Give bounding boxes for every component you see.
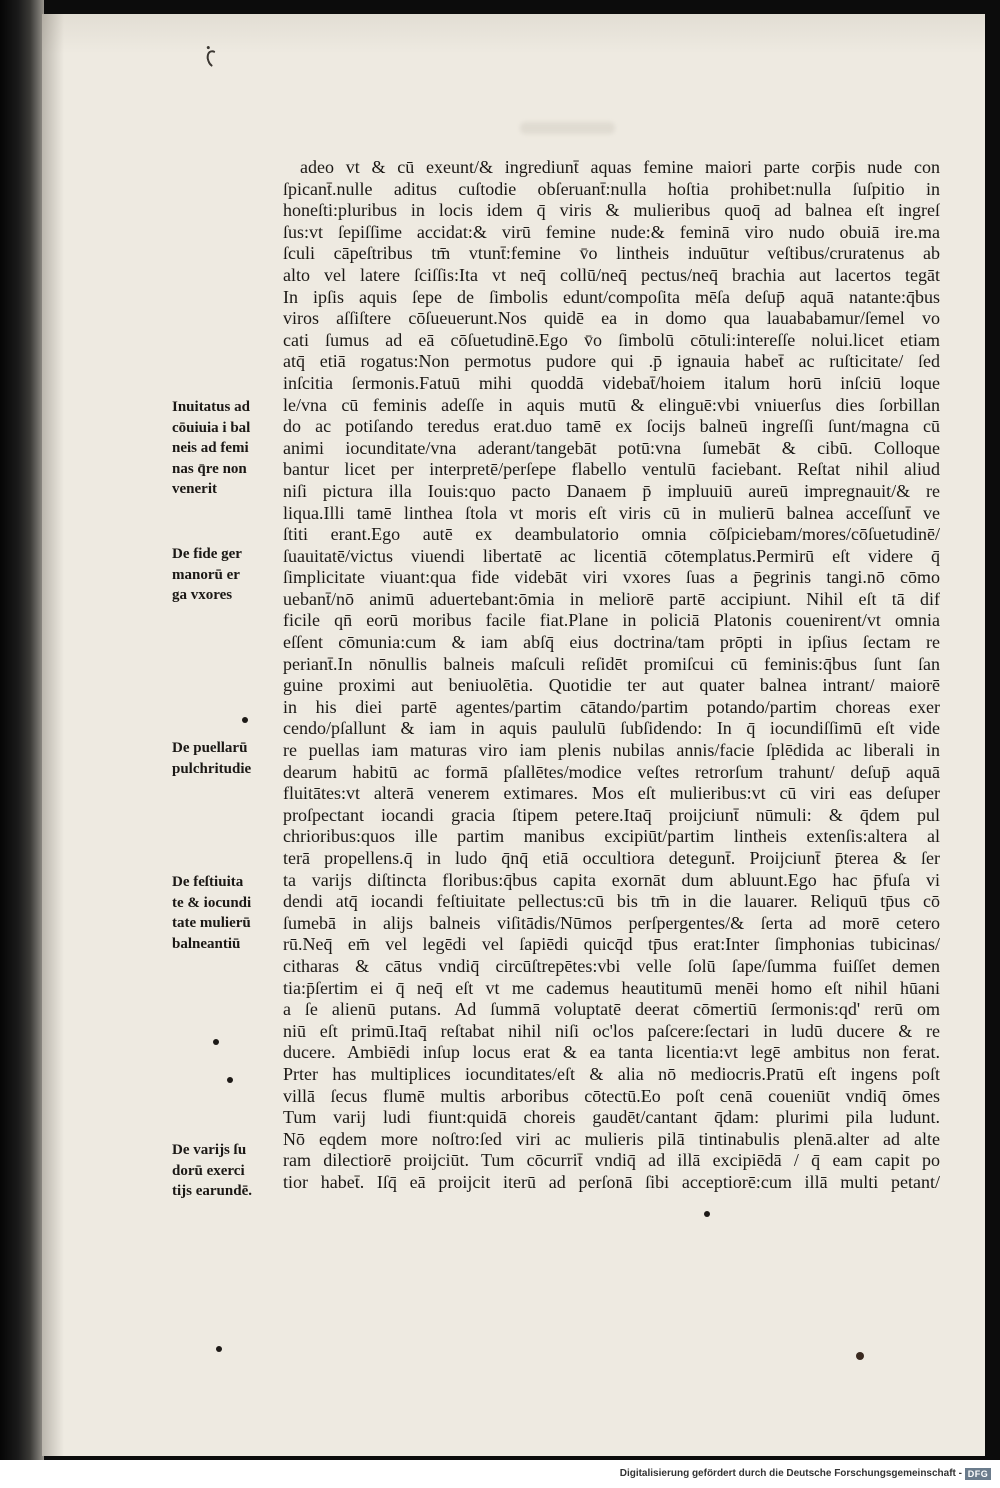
- text-line: cati ſumus ad eā cōſuetudinē.Ego v̄o ſimbolū cōtuli:intereſſe nolui.licet etiam: [283, 329, 940, 350]
- text-line: eſſent cōmunia:cum & iam abſq̄ eius doctrina/tam prōpti in ipſius ſectam re: [283, 632, 940, 653]
- ink-dot: [704, 1211, 710, 1217]
- text-line: tior habet̄. Iſq̄ eā proijcit iterū ad perſonā ſibi acceptiorē:cum illā multi petant/: [283, 1171, 940, 1192]
- text-line: cendo/pſallunt & iam in aquis paululū ſubſidendo: In q̄ iocundiſſimū eſt vide: [283, 718, 940, 739]
- marginal-note-line: te & iocundi: [172, 894, 252, 911]
- marginal-note-line: ga vxores: [172, 587, 233, 603]
- text-line: bantur licet per interpretē/perſepe flabello ventulū faciebant. Reſtat nihil aliud: [283, 459, 940, 480]
- ink-dot: [216, 1346, 222, 1352]
- marginal-note-line: pulchritudie: [172, 760, 252, 777]
- ink-dot: [227, 1077, 233, 1083]
- text-line: alto vel latere ſciſſis:Ita vt neq̄ collū/neq̄ pectus/neq̄ brachia aut lacertos tegāt: [283, 264, 940, 285]
- marginal-note-line: nas q̄re non: [172, 460, 247, 477]
- text-line: viros aſſiſtere cōſueuerunt.Nos quidē ea in domo qua lauababamur/ſemel vo: [283, 308, 940, 329]
- text-line: honeſti:pluribus in locis idem q̄ viris & mulieribus quoq̄ ad balnea eſt ingreſ: [283, 200, 940, 221]
- marginal-note-line: balneantiū: [172, 935, 241, 952]
- marginal-note-line: Inuitatus ad: [172, 399, 250, 415]
- text-line: atq̄ etiā rogatus:Non permotus pudore qui .p̄ ignauia habet̄ ac ruſticitate/ ſed: [283, 351, 940, 372]
- main-text-column: [283, 157, 940, 1194]
- text-line: ficile qn̄ eorū moribus facile fiat.Plane in policiā Platonis couenirent/vt omnia: [283, 610, 940, 631]
- digitization-footer: [0, 1460, 1000, 1488]
- text-line: Tum varij ludi fiunt:quidā choreis gaudēt/cantant q̄dam: plurimi pila ludunt.: [283, 1107, 940, 1128]
- text-line: ſimplicitate viuant:qua fide videbāt viri vxores ſuas a p̄egrinis tangi.nō cōmo: [283, 567, 940, 588]
- text-line: ſuauitatē/victus viuendi libertatē ac licentiā cōtemplatus.Permirū eſt videre q̄: [283, 545, 940, 566]
- text-line: rū.Neq̄ em̄ vel legēdi vel ſapiēdi quicq̄d tp̄us erat:Inter ſimphonias tubicinas/: [283, 934, 940, 955]
- text-line: villā ſecus flumē multis arboribus cōtectū.Eo poſt cenā coueniūt vndiq̄ ōmes: [283, 1085, 940, 1106]
- text-line: niſi pictura illa Iouis:quo pacto Danaem p̄ impluuiū aureū impregnauit/& re: [283, 480, 940, 501]
- text-line: ram dilectiorē proijciūt. Tum cōcurrit̄ vndiq̄ ad illā excipiēdā / q̄ eam capit po: [283, 1150, 940, 1171]
- text-line: Prter has multiplices iocunditates/eſt & alia nō mediocris.Pratū eſt ingens poſt: [283, 1063, 940, 1084]
- text-line: a ſe alienū putans. Ad ſummā voluptatē deerat cōmertiū ſermonis:qd' rerū om: [283, 999, 940, 1020]
- text-line: in his diei partē agentes/partim cātando/partim potando/partim choreas exer: [283, 696, 940, 717]
- text-line: In ipſis aquis ſepe de ſimbolis edunt/compoſita mēſa deſup̄ aquā natante:q̄bus: [283, 286, 940, 307]
- marginal-note-fide: [172, 544, 272, 606]
- text-line: inſcitia ſermonis.Fatuū mihi quoddā videbat̄/hoiem italum horū inſciū loque: [283, 372, 940, 393]
- text-line: le/vna cū feminis adeſſe in aquis mutū & elinguē:vbi vniuerſus dies ſorbillan: [283, 394, 940, 415]
- ink-dot: [213, 1039, 219, 1045]
- text-line: liqua.Illi tamē linthea ſtola vt moris eſt viris cū in mulierū balnea acceſſunt̄ ve: [283, 502, 940, 523]
- text-line: ſtiti erant.Ego autē ex deambulatorio omnia cōſpiciebam/mores/cōſuetudinē/: [283, 524, 940, 545]
- text-line: do ac potiſando teredus erat.duo tamē ex ſocijs balneū ingreſſi ſunt/magna cū: [283, 416, 940, 437]
- text-line: periant̄.In nōnullis balneis maſculi reſidēt promiſcui cū feminis:q̄bus ſunt ſan: [283, 653, 940, 674]
- marginal-note-varijs: [172, 1140, 272, 1202]
- text-line: proſpectant iocandi gracia ſtipem petere.Itaq̄ proijciunt̄ nūmuli: & q̄dem pul: [283, 804, 940, 825]
- text-line: uebant̄/nō animū aduertebant:ōmia in meliorē partē accipiunt. Nihil eſt tā dif: [283, 588, 940, 609]
- marginal-note-puellarum: [172, 738, 272, 779]
- marginal-note-line: venerit: [172, 481, 217, 497]
- marginal-note-line: cōuiuia i bal: [172, 419, 251, 436]
- marginal-note-festiuitate: [172, 872, 272, 954]
- marginal-note-line: De fide ger: [172, 546, 242, 562]
- text-line: tia:p̄ſertim ei q̄ neq̄ eſt vt me cademus heautitumū menēi homo eſt nihil hūani: [283, 977, 940, 998]
- footer-credit-text: Digitalisierung gefördert durch die Deutsche Forschungsgemeinschaft -: [619, 1468, 962, 1479]
- text-line: guine proximi aut beniuolētia. Quotidie ter aut quater balnea intrant/ maiorē: [283, 675, 940, 696]
- marginal-note-line: manorū er: [172, 566, 240, 583]
- text-line: re puellas iam maturas viro iam plenis nubilas annis/facie ſplēdida ac liberali in: [283, 740, 940, 761]
- text-line: chrioribus:quos ille partim manibus excipiūt/partim lintheis extenſis:altera al: [283, 826, 940, 847]
- marginal-note-line: dorū exerci: [172, 1162, 245, 1179]
- text-line: Nō eqdem more noſtro:ſed viri ac mulieris pilā tintinabulis plenā.alter ad alte: [283, 1128, 940, 1149]
- text-line: ſculi cāpeſtribus tm̄ vtunt̄:femine v̄o lintheis induūtur veſtibus/cruratenus ab: [283, 243, 940, 264]
- marginal-note-invitation: [172, 397, 272, 500]
- text-line: niū eſt primū.Itaq̄ reſtabat nihil niſi oc'los paſcere:ſectari in ludū ducere & re: [283, 1020, 940, 1041]
- marginal-note-line: De puellarū: [172, 740, 248, 756]
- marginal-note-line: neis ad femi: [172, 440, 249, 456]
- text-line: ta varijs diſtincta floribus:q̄bus capita exornāt dum abluunt.Ego hac p̄fuſa vi: [283, 869, 940, 890]
- text-line: ſumebā in alijs balneis viſitādis/Nūmos perſpergentes/& ſerta ad morē cetero: [283, 912, 940, 933]
- text-line: terā propellens.q̄ in ludo q̄nq̄ etiā occultiora detegunt̄. Proijciunt̄ p̄terea & ſer: [283, 848, 940, 868]
- marginal-note-line: tate mulierū: [172, 915, 251, 931]
- text-line: ſus:vt ſepiſſime accidat:& virū femine nude:& feminā viro nudo obuiā ire.ma: [283, 221, 940, 242]
- marginal-note-line: De feſtiuita: [172, 874, 244, 890]
- faded-running-head: [520, 122, 615, 134]
- text-line: fluitātes:vt alterā venerem extimares. Mos eſt mulieribus:vt cū viri eas deſuper: [283, 783, 940, 804]
- text-line: citharas & cātus vndiq̄ circūſtrepētes:vbi velle ſolū ſape/ſumma fuiſſet demen: [283, 955, 940, 976]
- marginal-note-line: De varijs ſu: [172, 1142, 247, 1158]
- dfg-logo: DFG: [965, 1468, 991, 1480]
- text-line: adeo vt & cū exeunt/& ingrediunt̄ aquas femine maiori parte corp̄is nude con: [300, 157, 940, 177]
- marginal-note-line: tijs earundē.: [172, 1183, 252, 1199]
- ink-dot: [242, 717, 248, 723]
- text-line: dearum habitū ac formā pſallētes/modice veſtes retrorſum trahunt/ deſup̄ aquā: [283, 761, 940, 782]
- text-line: animi iocunditate/vna aderant/tangebāt potū:vna ſumebāt & cibū. Colloque: [283, 437, 940, 458]
- text-line: dendi atq̄ iocandi feſtiuitate pellectus:cū bis tm̄ in die lauarer. Reliquū tp̄us cō: [283, 891, 940, 912]
- ink-dot: [856, 1352, 864, 1360]
- text-line: ſpicant̄.nulle aditus cuſtodie obſeruant̄:nulla hoſtia prohibet:nulla ſuſpitio in: [283, 178, 940, 199]
- text-line: ducere. Ambiēdi inſup locus erat & ea tanta licentia:vt legē ambitus non ferat.: [283, 1042, 940, 1063]
- binding-shadow: [0, 0, 44, 1460]
